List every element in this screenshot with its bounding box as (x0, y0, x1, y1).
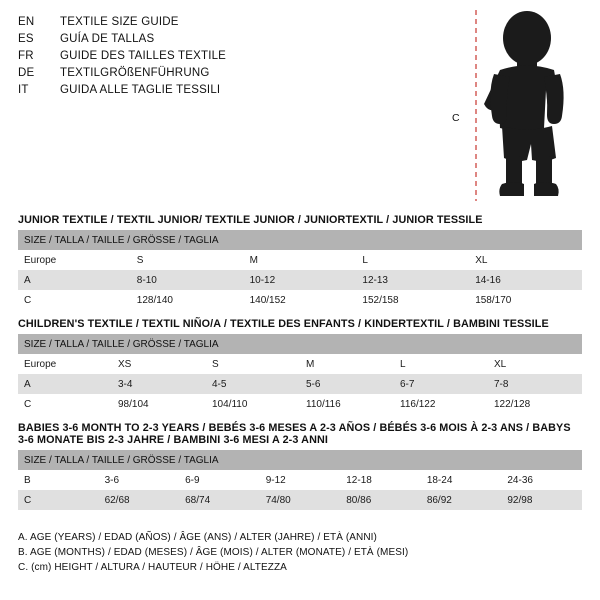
cell: XS (112, 354, 206, 374)
size-table-junior (18, 230, 582, 310)
language-title: TEXTILGRÖßENFÜHRUNG (60, 67, 210, 79)
cell: S (206, 354, 300, 374)
footnote-a: A. AGE (YEARS) / EDAD (AÑOS) / ÂGE (ANS) / ALTER (JAHRE) / ETÀ (ANNI) (18, 532, 377, 543)
footnote-b: B. AGE (MONTHS) / EDAD (MESES) / ÂGE (MOIS) / ALTER (MONATE) / ETÀ (MESI) (18, 547, 409, 558)
cell: 122/128 (488, 394, 582, 414)
cell: 68/74 (179, 490, 260, 510)
row-label: A (18, 374, 112, 394)
language-row (18, 31, 438, 48)
language-title: GUÍA DE TALLAS (60, 33, 155, 45)
cell: 6-9 (179, 470, 260, 490)
table-header-row (18, 334, 582, 354)
language-code: FR (18, 50, 34, 62)
section-title: CHILDREN'S TEXTILE / TEXTIL NIÑO/A / TEXTILE DES ENFANTS / KINDERTEXTIL / BAMBINI TESSILE (18, 318, 549, 330)
cell: M (300, 354, 394, 374)
table-row (18, 270, 582, 290)
cell: 128/140 (131, 290, 244, 310)
cell: XL (488, 354, 582, 374)
section-title: JUNIOR TEXTILE / TEXTIL JUNIOR/ TEXTILE JUNIOR / JUNIORTEXTIL / JUNIOR TESSILE (18, 214, 483, 226)
table-row (18, 394, 582, 414)
row-label: C (18, 490, 99, 510)
cell: L (394, 354, 488, 374)
language-code: IT (18, 84, 29, 96)
row-label: A (18, 270, 131, 290)
row-label: Europe (18, 354, 112, 374)
measure-label-c: C (452, 112, 460, 124)
table-header-row (18, 450, 582, 470)
cell: 4-5 (206, 374, 300, 394)
cell: 12-18 (340, 470, 421, 490)
cell: 24-36 (501, 470, 582, 490)
table-row (18, 290, 582, 310)
language-row (18, 82, 438, 99)
cell: 14-16 (469, 270, 582, 290)
language-title: GUIDE DES TAILLES TEXTILE (60, 50, 227, 62)
language-row (18, 65, 438, 82)
size-table-babies (18, 450, 582, 510)
row-label: B (18, 470, 99, 490)
size-table-children (18, 334, 582, 414)
footnote-c: C. (cm) HEIGHT / ALTURA / HAUTEUR / HÖHE / ALTEZZA (18, 562, 287, 573)
cell: 8-10 (131, 270, 244, 290)
cell: L (356, 250, 469, 270)
language-row (18, 48, 438, 65)
measurement-figure (448, 8, 588, 203)
cell: 3-6 (99, 470, 180, 490)
cell: 62/68 (99, 490, 180, 510)
row-label: Europe (18, 250, 131, 270)
cell: 3-4 (112, 374, 206, 394)
language-title: TEXTILE SIZE GUIDE (60, 16, 179, 28)
language-code: EN (18, 16, 35, 28)
cell: 10-12 (244, 270, 357, 290)
language-code: DE (18, 67, 35, 79)
table-header-label: SIZE / TALLA / TAILLE / GRÖSSE / TAGLIA (18, 450, 582, 470)
cell: 80/86 (340, 490, 421, 510)
cell: 110/116 (300, 394, 394, 414)
cell: 152/158 (356, 290, 469, 310)
cell: 5-6 (300, 374, 394, 394)
table-header-row (18, 230, 582, 250)
section-children-textile (18, 318, 582, 414)
cell: 104/110 (206, 394, 300, 414)
cell: 12-13 (356, 270, 469, 290)
cell: 74/80 (260, 490, 341, 510)
section-babies-textile (18, 422, 582, 510)
row-label: C (18, 290, 131, 310)
toddler-silhouette-icon (470, 8, 586, 203)
cell: XL (469, 250, 582, 270)
table-header-label: SIZE / TALLA / TAILLE / GRÖSSE / TAGLIA (18, 334, 582, 354)
language-code: ES (18, 33, 34, 45)
row-label: C (18, 394, 112, 414)
language-title-block (18, 14, 438, 99)
table-row (18, 470, 582, 490)
cell: 86/92 (421, 490, 502, 510)
cell: 140/152 (244, 290, 357, 310)
table-row (18, 374, 582, 394)
cell: 9-12 (260, 470, 341, 490)
cell: S (131, 250, 244, 270)
footnotes-block (18, 530, 582, 575)
cell: 92/98 (501, 490, 582, 510)
cell: 7-8 (488, 374, 582, 394)
section-junior-textile (18, 214, 582, 310)
cell: 158/170 (469, 290, 582, 310)
table-row (18, 354, 582, 374)
table-header-label: SIZE / TALLA / TAILLE / GRÖSSE / TAGLIA (18, 230, 582, 250)
cell: 18-24 (421, 470, 502, 490)
table-row (18, 250, 582, 270)
language-title: GUIDA ALLE TAGLIE TESSILI (60, 84, 221, 96)
cell: M (244, 250, 357, 270)
language-row (18, 14, 438, 31)
cell: 6-7 (394, 374, 488, 394)
cell: 98/104 (112, 394, 206, 414)
cell: 116/122 (394, 394, 488, 414)
table-row (18, 490, 582, 510)
section-title: BABIES 3-6 MONTH TO 2-3 YEARS / BEBÉS 3-6 MESES A 2-3 AÑOS / BÉBÉS 3-6 MOIS À 2-3 ANS / BABYS 3-6 MONATE BIS 2-3 JAHRE / BAMBINI 3-6 MESI A 2-3 ANNI (18, 422, 571, 446)
